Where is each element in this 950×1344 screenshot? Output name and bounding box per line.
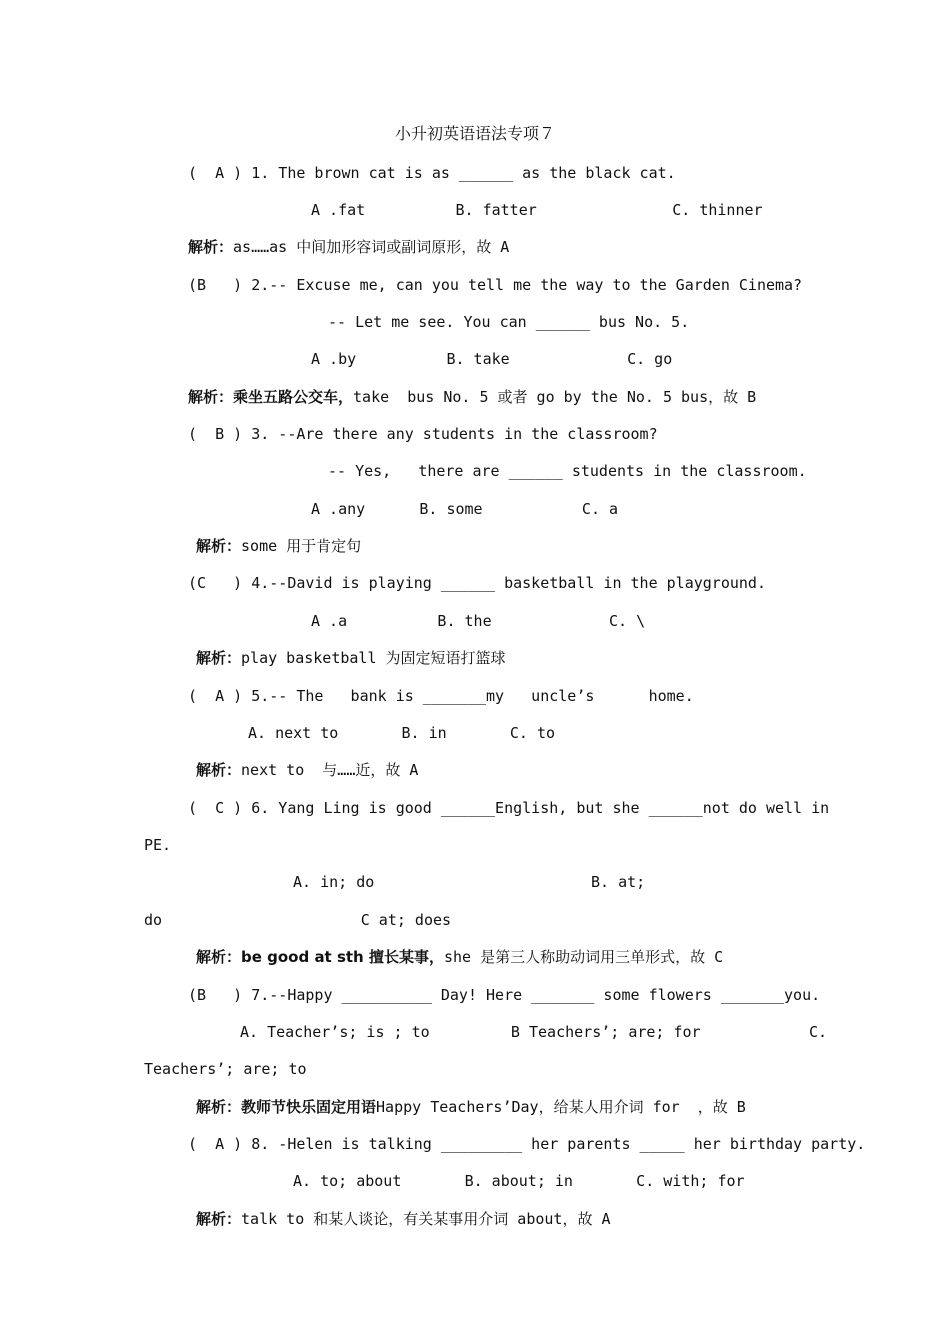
line-text: ( A ) 1. The brown cat is as ______ as the black cat. <box>188 164 676 182</box>
question-line <box>188 798 829 818</box>
analysis-line <box>196 1097 746 1117</box>
page-title: 小升初英语语法专项７ <box>394 124 555 143</box>
line-text: Happy Teachers’Day，给某人用介词 for ，故 B <box>376 1098 746 1116</box>
line-text: A. next to B. in C. to <box>248 724 556 742</box>
line-text: -- Let me see. You can ______ bus No. 5. <box>328 313 690 331</box>
line-text: talk to 和某人谈论，有关某事用介词 about，故 A <box>241 1210 611 1228</box>
analysis-line <box>196 760 418 780</box>
line-text: take bus No. 5 或者 go by the No. 5 bus，故 B <box>353 388 757 406</box>
analysis-line <box>196 947 723 967</box>
question-line <box>188 424 658 444</box>
line-text: A. in; do B. at; <box>293 873 646 891</box>
question-line <box>188 985 820 1005</box>
question-line <box>188 686 694 706</box>
analysis-label: 解析： <box>196 1210 242 1228</box>
analysis-label: 解析： <box>196 761 242 779</box>
line-text: do C at; does <box>144 911 452 929</box>
line-text: ( A ) 8. -Helen is talking _________ her parents _____ her birthday party. <box>188 1135 866 1153</box>
line-text: ( B ) 3. --Are there any students in the classroom? <box>188 425 658 443</box>
question-line <box>188 1134 865 1154</box>
question-line <box>144 1059 307 1079</box>
line-text: she 是第三人称助动词用三单形式，故 C <box>443 948 724 966</box>
line-text: ( A ) 5.-- The bank is _______my uncle’s home. <box>188 687 694 705</box>
analysis-label: 解析： <box>196 649 242 667</box>
analysis-line <box>188 387 756 407</box>
analysis-label: 解析：乘坐五路公交车， <box>188 388 354 406</box>
question-line <box>311 349 672 369</box>
question-line <box>144 835 171 855</box>
analysis-line <box>196 1209 611 1229</box>
question-line <box>188 163 676 183</box>
question-line <box>293 1171 745 1191</box>
line-text: A .fat B. fatter C. thinner <box>311 201 763 219</box>
line-text: some 用于肯定句 <box>241 537 362 555</box>
analysis-label: 解析：be good at sth 擅长某事， <box>196 948 444 966</box>
question-line <box>248 723 555 743</box>
analysis-line <box>188 237 509 257</box>
analysis-label: 解析：教师节快乐固定用语 <box>196 1098 377 1116</box>
question-line <box>240 1022 827 1042</box>
line-text: ( C ) 6. Yang Ling is good ______English, but she ______not do well in <box>188 799 830 817</box>
question-line <box>311 499 618 519</box>
question-line <box>144 910 451 930</box>
question-line <box>311 611 645 631</box>
line-text: (B ) 2.-- Excuse me, can you tell me the way to the Garden Cinema? <box>188 276 803 294</box>
question-line <box>311 200 763 220</box>
line-text: -- Yes, there are ______ students in the classroom. <box>328 462 807 480</box>
line-text: next to 与……近，故 A <box>241 761 419 779</box>
line-text: Teachers’; are; to <box>144 1060 307 1078</box>
line-text: as……as 中间加形容词或副词原形，故 A <box>233 238 510 256</box>
question-line <box>188 275 802 295</box>
line-text: A .by B. take C. go <box>311 350 673 368</box>
analysis-label: 解析： <box>188 238 234 256</box>
question-line <box>328 461 807 481</box>
question-line <box>188 573 766 593</box>
line-text: (B ) 7.--Happy __________ Day! Here _______ some flowers _______you. <box>188 986 821 1004</box>
line-text: A. Teacher’s; is ; to B Teachers’; are; for C. <box>240 1023 827 1041</box>
question-line <box>328 312 689 332</box>
analysis-label: 解析： <box>196 537 242 555</box>
line-text: A .a B. the C. \ <box>311 612 646 630</box>
line-text: A. to; about B. about; in C. with; for <box>293 1172 745 1190</box>
line-text: A .any B. some C. a <box>311 500 619 518</box>
analysis-line <box>196 648 506 668</box>
line-text: PE. <box>144 836 172 854</box>
line-text: play basketball 为固定短语打篮球 <box>241 649 506 667</box>
analysis-line <box>196 536 361 556</box>
question-line <box>293 872 645 892</box>
line-text: (C ) 4.--David is playing ______ basketball in the playground. <box>188 574 766 592</box>
